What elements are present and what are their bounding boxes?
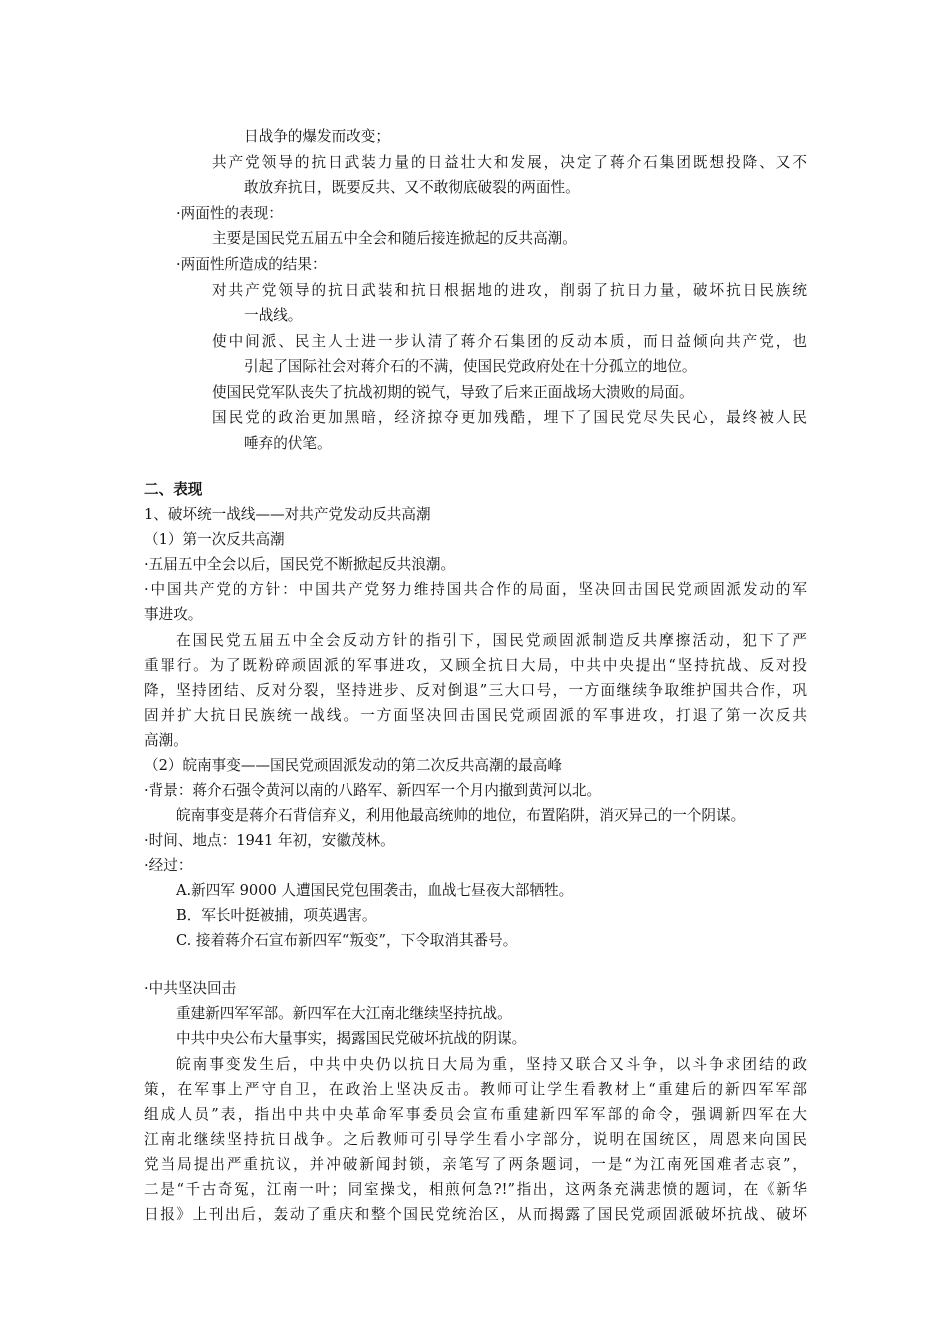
- result-3-line1: 使国民党军队丧失了抗战初期的锐气，导致了后来正面战场大溃败的局面。: [212, 384, 694, 401]
- duality-performance-heading: ·两面性的表现：: [176, 205, 283, 222]
- subsection-1-title: 1、破坏统一战线——对共产党发动反共高潮: [144, 506, 431, 523]
- para2-line3: 组成人员”表，指出中共中央革命军事委员会宣布重建新四军军部的命令，强调新四军在大: [144, 1106, 807, 1123]
- para2-line5: 党当局提出严重抗议，并冲破新闻封锁，亲笔写了两条题词，一是“为江南死国难者志哀”，: [144, 1156, 807, 1173]
- counter-1: 重建新四军军部。新四军在大江南北继续坚持抗战。: [176, 1005, 512, 1022]
- background-note: 皖南事变是蒋介石背信弃义，利用他最高统帅的地位，布置陷阱，消灭异己的一个阴谋。: [176, 807, 746, 824]
- cause-continuation: 日战争的爆发而改变；: [244, 128, 390, 145]
- bullet-ccp-policy-line1: ·中国共产党的方针：中国共产党努力维持国共合作的局面，坚决回击国民党顽固派发动的军: [144, 581, 807, 598]
- result-2-line2: 引起了国际社会对蒋介石的不满，使国民党政府处在十分孤立的地位。: [244, 358, 697, 375]
- bullet-process: ·经过：: [144, 857, 193, 874]
- process-a: A.新四军 9000 人遭国民党包围袭击，血战七昼夜大部牺牲。: [176, 882, 574, 899]
- duality-result-heading: ·两面性所造成的结果：: [176, 256, 327, 273]
- duality-performance-text: 主要是国民党五届五中全会和随后接连掀起的反共高潮。: [212, 230, 577, 247]
- para1-line5: 高潮。: [144, 732, 188, 749]
- para2-line4: 江南北继续坚持抗日战争。之后教师可引导学生看小字部分，说明在国统区，周恩来向国民: [144, 1131, 807, 1148]
- second-tide-title: （2）皖南事变——国民党顽固派发动的第二次反共高潮的最高峰: [144, 757, 562, 774]
- bullet-ccp-policy-line2: 事进攻。: [144, 606, 203, 623]
- counter-2: 中共中央公布大量事实，揭露国民党破坏抗战的阴谋。: [176, 1030, 527, 1047]
- result-1-line2: 一战线。: [244, 307, 303, 324]
- first-tide-title: （1）第一次反共高潮: [144, 531, 285, 548]
- result-4-line2: 唾弃的伏笔。: [244, 435, 332, 452]
- para2-line2: 策，在军事上严守自卫，在政治上坚决反击。教师可让学生看教材上“重建后的新四军军部: [144, 1081, 807, 1098]
- result-4-line1: 国民党的政治更加黑暗，经济掠夺更加残酷，埋下了国民党尽失民心，最终被人民: [212, 409, 807, 426]
- para1-line1: 在国民党五届五中全会反动方针的指引下，国民党顽固派制造反共摩擦活动，犯下了严: [176, 632, 807, 649]
- result-2-line1: 使中间派、民主人士进一步认清了蒋介石集团的反动本质，而日益倾向共产党，也: [212, 333, 807, 350]
- process-c: C. 接着蒋介石宣布新四军“叛变”，下令取消其番号。: [176, 932, 518, 949]
- para1-line3: 降，坚持团结、反对分裂，坚持进步、反对倒退”三大口号，一方面继续争取维护国共合作，巩: [144, 682, 807, 699]
- cause-2-line2: 敢放弃抗日，既要反共、又不敢彻底破裂的两面性。: [244, 179, 580, 196]
- section-heading: 二、表现: [144, 481, 203, 498]
- bullet-plenum: ·五届五中全会以后，国民党不断掀起反共浪潮。: [144, 556, 456, 573]
- result-1-line1: 对共产党领导的抗日武装和抗日根据地的进攻，削弱了抗日力量，破坏抗日民族统: [212, 282, 807, 299]
- para1-line2: 重罪行。为了既粉碎顽固派的军事进攻，又顾全抗日大局，中共中央提出“坚持抗战、反对投: [144, 657, 807, 674]
- bullet-counterattack: ·中共坚决回击: [144, 980, 237, 997]
- para2-line1: 皖南事变发生后，中共中央仍以抗日大局为重，坚持又联合又斗争，以斗争求团结的政: [176, 1056, 807, 1073]
- para1-line4: 固并扩大抗日民族统一战线。一方面坚决回击国民党顽固派的军事进攻，打退了第一次反共: [144, 707, 807, 724]
- bullet-time-place: ·时间、地点：1941 年初，安徽茂林。: [144, 832, 395, 849]
- para2-line7: 日报》上刊出后，轰动了重庆和整个国民党统治区，从而揭露了国民党顽固派破坏抗战、破坏: [144, 1206, 807, 1223]
- cause-2-line1: 共产党领导的抗日武装力量的日益壮大和发展，决定了蒋介石集团既想投降、又不: [212, 154, 807, 171]
- bullet-background: ·背景：蒋介石强令黄河以南的八路军、新四军一个月内撤到黄河以北。: [144, 782, 602, 799]
- para2-line6: 二是“千古奇冤，江南一叶；同室操戈，相煎何急?!”指出，这两条充满悲愤的题词，在《新华: [144, 1181, 807, 1198]
- process-b: B．军长叶挺被捕，项英遇害。: [176, 907, 377, 924]
